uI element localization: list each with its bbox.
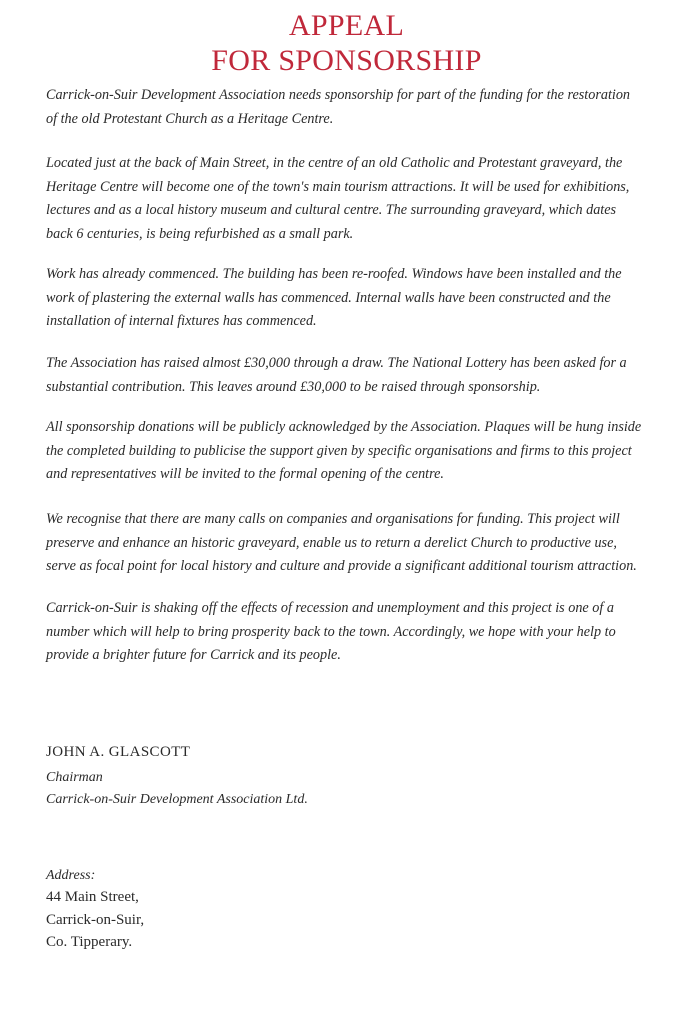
paragraph-progress [46,263,644,334]
page-title-line-1: APPEAL [288,9,405,42]
signatory-name: JOHN A. GLASCOTT [46,744,191,760]
paragraph-funding [46,352,644,399]
paragraph-text: Carrick-on-Suir Development Association needs sponsorship for part of the funding for the restoration of the old Protestant Church as a Heritage Centre. [46,87,631,127]
address-line-county: Co. Tipperary. [46,934,133,950]
address-line-town: Carrick-on-Suir, [46,912,145,928]
paragraph-text: Carrick-on-Suir is shaking off the effects of recession and unemployment and this project is one of a number which will help to bring prosperity back to the town. Accordingly, we hope with your help to provide a brighter future for Carrick and its people. [46,600,616,663]
paragraph-text: All sponsorship donations will be publicly acknowledged by the Association. Plaques will be hung inside the completed building to publicise the support given by specific organisations and firms to this project and representatives will be invited to the formal opening of the centre. [46,419,642,482]
paragraph-location [46,152,644,246]
paragraph-closing [46,597,644,668]
signatory-organisation: Carrick-on-Suir Development Association Ltd. [46,792,308,807]
paragraph-text: Work has already commenced. The building has been re-roofed. Windows have been installed and the work of plastering the external walls has commenced. Internal walls have been constructed and the installation of internal fixtures has commenced. [46,266,622,329]
paragraph-purpose [46,508,644,579]
paragraph-text: Located just at the back of Main Street, in the centre of an old Catholic and Protestant graveyard, the Heritage Centre will become one of the town's main tourism attractions. It will be used for exhibitions, lectures and as a local history museum and cultural centre. The surrounding graveyard, which dates back 6 centuries, is being refurbished as a small park. [46,155,630,242]
address-label: Address: [46,868,96,883]
address-line-street: 44 Main Street, [46,889,139,905]
signatory-role: Chairman [46,770,103,785]
paragraph-intro [46,84,644,131]
paragraph-acknowledgement [46,416,644,487]
page-title-line-2: FOR SPONSORSHIP [211,44,482,77]
paragraph-text: We recognise that there are many calls on companies and organisations for funding. This project will preserve and enhance an historic graveyard, enable us to return a derelict Church to productive use, serve as focal point for local history and culture and provide a significant additional tourism attraction. [46,511,637,574]
paragraph-text: The Association has raised almost £30,000 through a draw. The National Lottery has been asked for a substantial contribution. This leaves around £30,000 to be raised through sponsorship. [46,355,627,395]
